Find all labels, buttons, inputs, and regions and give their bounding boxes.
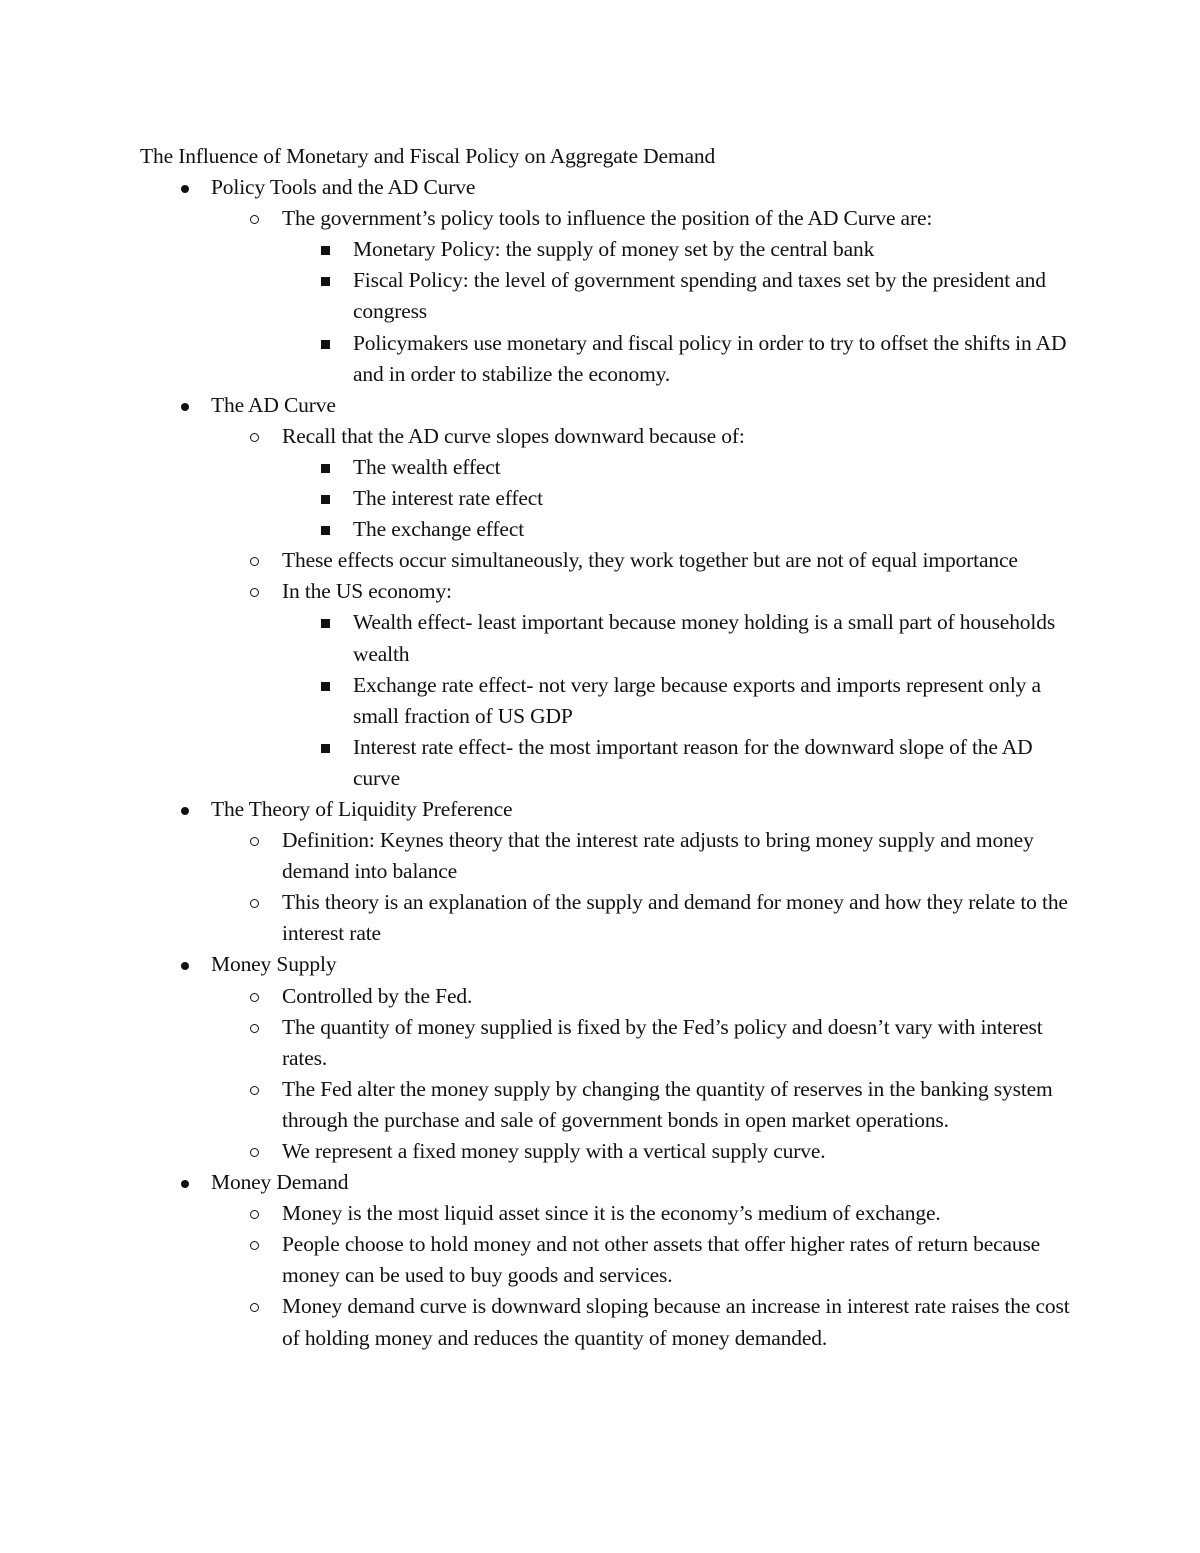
circle-bullet-icon [250, 433, 259, 442]
sub-item-text: The quantity of money supplied is fixed by the Fed’s policy and doesn’t vary with interest rates. [282, 1014, 1043, 1070]
outline-item [140, 949, 1080, 1167]
circle-bullet-icon [250, 1210, 259, 1219]
sub-item [211, 421, 1080, 545]
outline-item-text: The AD Curve [211, 392, 336, 417]
document-body [140, 141, 1080, 1354]
detail-item [282, 265, 1080, 327]
square-bullet-icon [321, 277, 330, 286]
outline-item-text: Money Supply [211, 952, 337, 977]
sub-item [211, 981, 1080, 1012]
sub-item [211, 545, 1080, 576]
sub-list [211, 981, 1080, 1168]
detail-item [282, 328, 1080, 390]
detail-item [282, 732, 1080, 794]
sub-item [211, 203, 1080, 390]
sub-item-text: These effects occur simultaneously, they work together but are not of equal importance [282, 548, 1018, 573]
square-bullet-icon [321, 464, 330, 473]
circle-bullet-icon [250, 1024, 259, 1033]
square-bullet-icon [321, 744, 330, 753]
detail-item [282, 234, 1080, 265]
disc-bullet-icon [181, 962, 189, 970]
sub-item [211, 825, 1080, 887]
detail-item-text: Exchange rate effect- not very large because exports and imports represent only a small fraction of US GDP [353, 672, 1041, 728]
sub-item-text: Recall that the AD curve slopes downward because of: [282, 423, 745, 448]
circle-bullet-icon [250, 1148, 259, 1157]
circle-bullet-icon [250, 899, 259, 908]
sub-list [211, 203, 1080, 390]
circle-bullet-icon [250, 215, 259, 224]
detail-item [282, 452, 1080, 483]
outline-item [140, 1167, 1080, 1354]
detail-item [282, 607, 1080, 669]
circle-bullet-icon [250, 993, 259, 1002]
disc-bullet-icon [181, 1180, 189, 1188]
sub-item-text: The government’s policy tools to influence the position of the AD Curve are: [282, 206, 933, 231]
sub-item-text: In the US economy: [282, 579, 452, 604]
disc-bullet-icon [181, 185, 189, 193]
detail-list [282, 607, 1080, 794]
circle-bullet-icon [250, 588, 259, 597]
detail-item-text: Interest rate effect- the most important reason for the downward slope of the AD curve [353, 734, 1033, 790]
sub-list [211, 1198, 1080, 1353]
square-bullet-icon [321, 526, 330, 535]
sub-item [211, 1291, 1080, 1353]
outline-item-text: Policy Tools and the AD Curve [211, 175, 476, 200]
outline-item-text: Money Demand [211, 1170, 349, 1195]
outline-item [140, 390, 1080, 794]
outline-list [140, 172, 1080, 1354]
sub-item-text: Money demand curve is downward sloping because an increase in interest rate raises the cost of holding money and reduces the quantity of money demanded. [282, 1294, 1070, 1350]
sub-item [211, 1136, 1080, 1167]
detail-item-text: Monetary Policy: the supply of money set by the central bank [353, 237, 875, 262]
detail-item-text: The wealth effect [353, 454, 501, 479]
square-bullet-icon [321, 619, 330, 628]
sub-item [211, 576, 1080, 794]
sub-item [211, 1012, 1080, 1074]
detail-list [282, 234, 1080, 389]
sub-item [211, 1229, 1080, 1291]
sub-item-text: The Fed alter the money supply by changing the quantity of reserves in the banking system through the purchase and sale of government bonds in open market operations. [282, 1076, 1053, 1132]
disc-bullet-icon [181, 403, 189, 411]
detail-item-text: Wealth effect- least important because money holding is a small part of households wealth [353, 610, 1056, 666]
circle-bullet-icon [250, 557, 259, 566]
circle-bullet-icon [250, 1241, 259, 1250]
sub-item [211, 1074, 1080, 1136]
sub-item [211, 1198, 1080, 1229]
detail-item [282, 670, 1080, 732]
circle-bullet-icon [250, 1303, 259, 1312]
sub-item-text: Definition: Keynes theory that the interest rate adjusts to bring money supply and money demand into balance [282, 828, 1034, 884]
sub-item-text: Controlled by the Fed. [282, 983, 473, 1008]
sub-item-text: This theory is an explanation of the supply and demand for money and how they relate to the interest rate [282, 890, 1068, 946]
square-bullet-icon [321, 495, 330, 504]
detail-item-text: Fiscal Policy: the level of government spending and taxes set by the president and congress [353, 268, 1046, 324]
detail-item [282, 514, 1080, 545]
circle-bullet-icon [250, 1086, 259, 1095]
square-bullet-icon [321, 246, 330, 255]
detail-list [282, 452, 1080, 545]
sub-list [211, 421, 1080, 794]
detail-item-text: Policymakers use monetary and fiscal policy in order to try to offset the shifts in AD and in order to stabilize the economy. [353, 330, 1067, 386]
sub-item-text: We represent a fixed money supply with a vertical supply curve. [282, 1139, 826, 1163]
detail-item-text: The exchange effect [353, 517, 525, 542]
detail-item-text: The interest rate effect [353, 486, 543, 511]
circle-bullet-icon [250, 837, 259, 846]
outline-item [140, 794, 1080, 949]
document-title: The Influence of Monetary and Fiscal Policy on Aggregate Demand [140, 144, 716, 168]
square-bullet-icon [321, 682, 330, 691]
square-bullet-icon [321, 340, 330, 349]
detail-item [282, 483, 1080, 514]
outline-item [140, 172, 1080, 390]
sub-item-text: People choose to hold money and not other assets that offer higher rates of return because money can be used to buy goods and services. [282, 1232, 1041, 1288]
sub-item-text: Money is the most liquid asset since it is the economy’s medium of exchange. [282, 1201, 941, 1226]
disc-bullet-icon [181, 807, 189, 815]
sub-list [211, 825, 1080, 949]
sub-item [211, 887, 1080, 949]
outline-item-text: The Theory of Liquidity Preference [211, 796, 513, 821]
